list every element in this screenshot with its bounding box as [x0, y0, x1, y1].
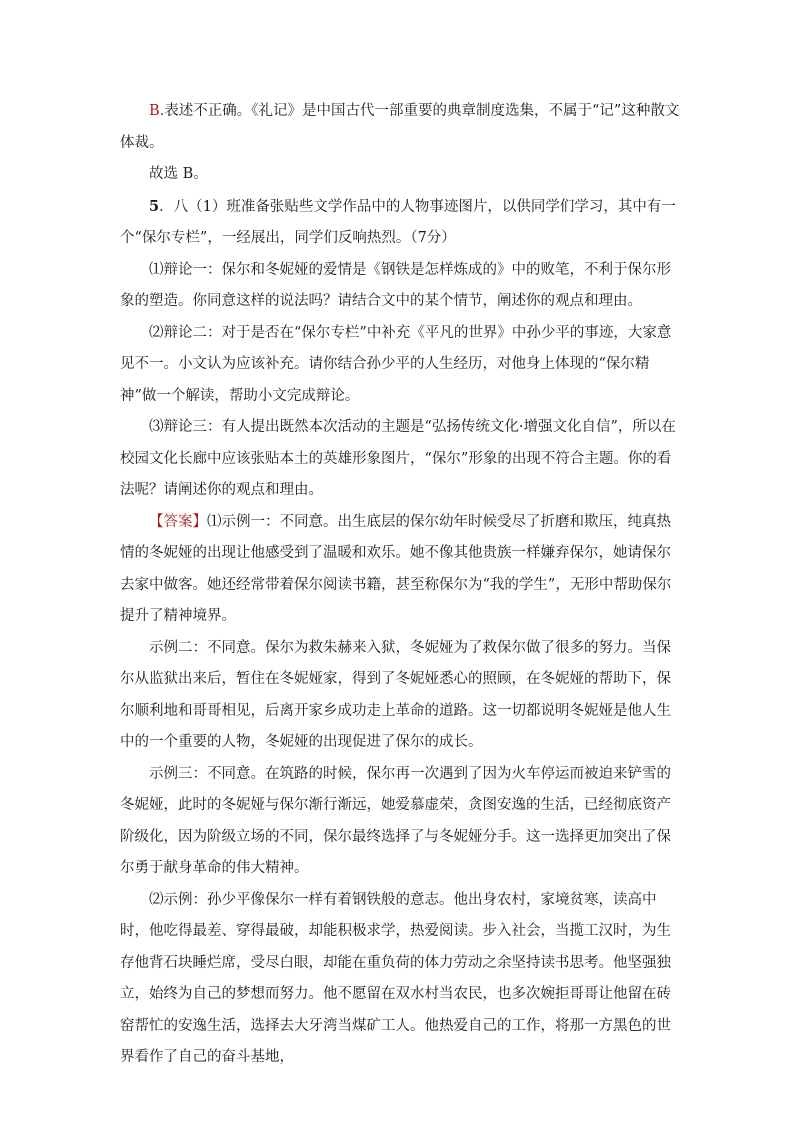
question-stem: 5．八（1）班准备张贴些文学作品中的人物事迹图片，以供同学们学习，其中有一个“保尔专栏”，一经展出，同学们反响热烈。（7分）	[120, 197, 676, 246]
question-stem-text: 八（1）班准备张贴些文学作品中的人物事迹图片，以供同学们学习，其中有一个“保尔专栏”，一经展出，同学们反响热烈。（7分）	[120, 198, 676, 246]
option-b-text: 表述不正确。《礼记》是中国古代一部重要的典章制度选集，不属于“记”这种散文体裁。	[120, 103, 680, 151]
sub-question-3: ⑶辩论三：有人提出既然本次活动的主题是“弘扬传统文化·增强文化自信”，所以在校园文化长廊中应该张贴本土的英雄形象图片，“保尔”形象的出现不符合主题。你的看法呢？请阐述你的观点和理由。	[120, 419, 676, 498]
document-content	[120, 96, 680, 1074]
option-b-paragraph	[120, 96, 680, 159]
option-b-label: B.	[149, 103, 165, 119]
choice-line: 故选 B。	[149, 166, 208, 182]
question-number: 5	[149, 197, 160, 215]
answer-example-3: 示例三：不同意。在筑路的时候，保尔再一次遇到了因为火车停运而被迫来铲雪的冬妮娅，此时的冬妮娅与保尔渐行渐远，她爱慕虚荣，贪图安逸的生活，已经彻底资产阶级化，因为阶级立场的不同，保尔最终选择了与冬妮娅分手。这一选择更加突出了保尔勇于献身革命的伟大精神。	[120, 765, 671, 876]
answer-example-2: 示例二：不同意。保尔为救朱赫来入狱，冬妮娅为了救保尔做了很多的努力。当保尔从监狱出来后，暂住在冬妮娅家，得到了冬妮娅悉心的照顾，在冬妮娅的帮助下，保尔顺利地和哥哥相见，后离开家乡成功走上革命的道路。这一切都说明冬妮娅是他人生中的一个重要的人物，冬妮娅的出现促进了保尔的成长。	[120, 639, 671, 750]
answer-tag: 【答案】	[149, 513, 207, 530]
answer-paragraph-1	[120, 507, 680, 633]
answer-part-2: ⑵示例：孙少平像保尔一样有着钢铁般的意志。他出身农村，家境贫寒，读高中时，他吃得最差、穿得最破，却能积极求学，热爱阅读。步入社会，当揽工汉时，为生存他背石块睡烂席，受尽白眼，却能在重负荷的体力劳动之余坚持读书思考。他坚强独立，始终为自己的梦想而努力。他不愿留在双水村当农民，也多次婉拒哥哥让他留在砖窑帮忙的安逸生活，选择去大牙湾当煤矿工人。他热爱自己的工作，将那一方黑色的世界看作了自己的奋斗基地，	[120, 891, 671, 1065]
sub-question-2: ⑵辩论二：对于是否在“保尔专栏”中补充《平凡的世界》中孙少平的事迹，大家意见不一。小文认为应该补充。请你结合孙少平的人生经历，对他身上体现的“保尔精神”做一个解读，帮助小文完成辩论。	[120, 324, 672, 404]
sub-question-1: ⑴辩论一：保尔和冬妮娅的爱情是《钢铁是怎样炼成的》中的败笔，不利于保尔形象的塑造。你同意这样的说法吗？请结合文中的某个情节，阐述你的观点和理由。	[120, 261, 671, 309]
answer-example-1: ⑴示例一：不同意。出生底层的保尔幼年时候受尽了折磨和欺压，纯真热情的冬妮娅的出现让他感受到了温暖和欢乐。她不像其他贵族一样嫌弃保尔，她请保尔去家中做客。她还经常带着保尔阅读书籍，甚至称保尔为“我的学生”，无形中帮助保尔提升了精神境界。	[120, 513, 672, 624]
